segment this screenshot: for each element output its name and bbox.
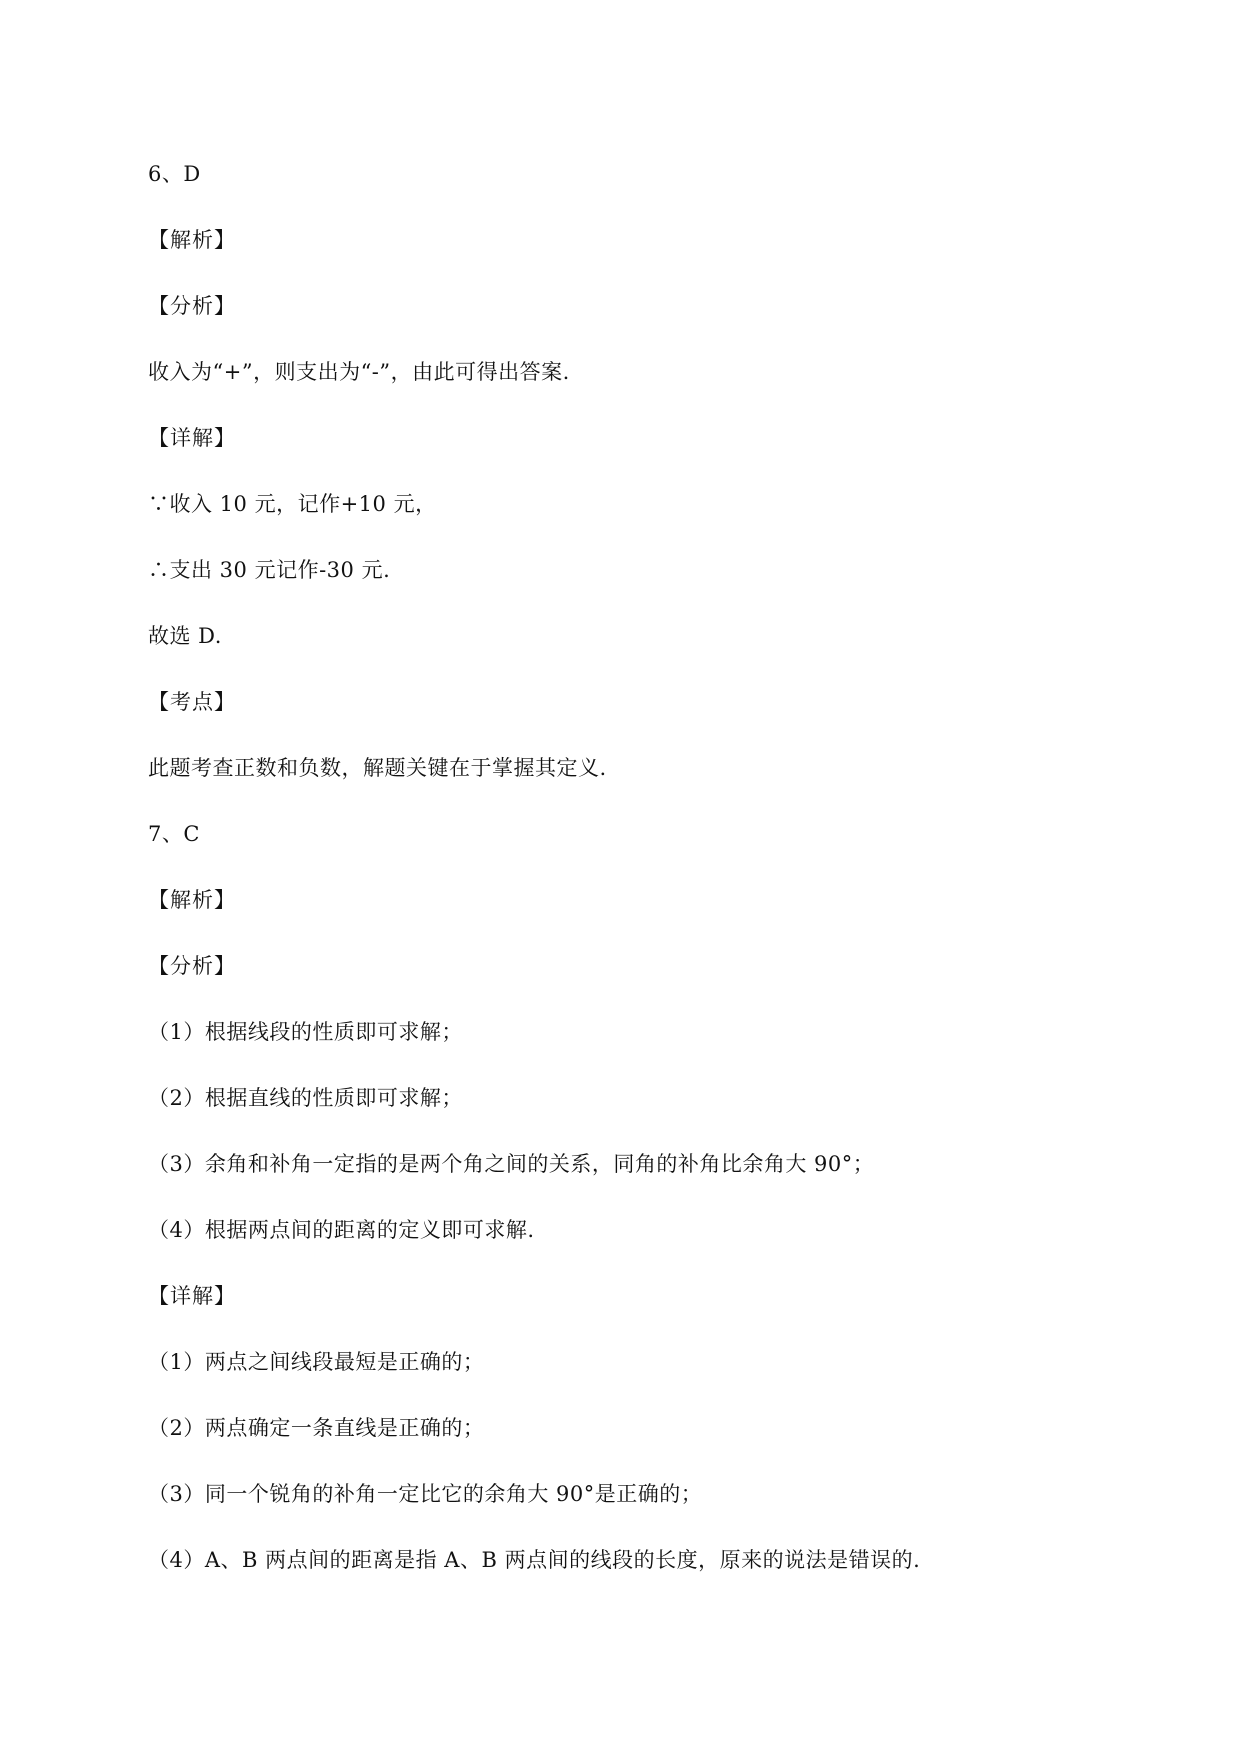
analysis-subheading: 【分析】 [148, 954, 236, 978]
analysis-heading: 【解析】 [148, 888, 236, 912]
choice-line: 故选 D. [148, 624, 222, 648]
question-6-answer: 6、D [148, 162, 201, 186]
analysis-item-2: （2）根据直线的性质即可求解； [148, 1086, 463, 1110]
detail-heading: 【详解】 [148, 1284, 236, 1308]
detail-item-2: （2）两点确定一条直线是正确的； [148, 1416, 485, 1440]
question-7-answer: 7、C [148, 822, 200, 846]
test-point-heading: 【考点】 [148, 690, 236, 714]
analysis-item-1: （1）根据线段的性质即可求解； [148, 1020, 463, 1044]
test-point-text: 此题考查正数和负数，解题关键在于掌握其定义. [148, 756, 607, 780]
detail-item-4: （4）A、B 两点间的距离是指 A、B 两点间的线段的长度，原来的说法是错误的. [148, 1548, 921, 1572]
answer-explanation-content [148, 158, 1128, 1610]
detail-heading: 【详解】 [148, 426, 236, 450]
detail-item-3: （3）同一个锐角的补角一定比它的余角大 90°是正确的； [148, 1482, 703, 1506]
analysis-subheading: 【分析】 [148, 294, 236, 318]
analysis-text: 收入为“+”，则支出为“-”，由此可得出答案. [148, 360, 570, 384]
analysis-item-4: （4）根据两点间的距离的定义即可求解. [148, 1218, 535, 1242]
analysis-heading: 【解析】 [148, 228, 236, 252]
detail-item-1: （1）两点之间线段最短是正确的； [148, 1350, 485, 1374]
detail-line-2: ∴支出 30 元记作-30 元. [148, 558, 391, 582]
detail-line-1: ∵收入 10 元，记作+10 元， [148, 492, 437, 516]
analysis-item-3: （3）余角和补角一定指的是两个角之间的关系，同角的补角比余角大 90°； [148, 1152, 875, 1176]
